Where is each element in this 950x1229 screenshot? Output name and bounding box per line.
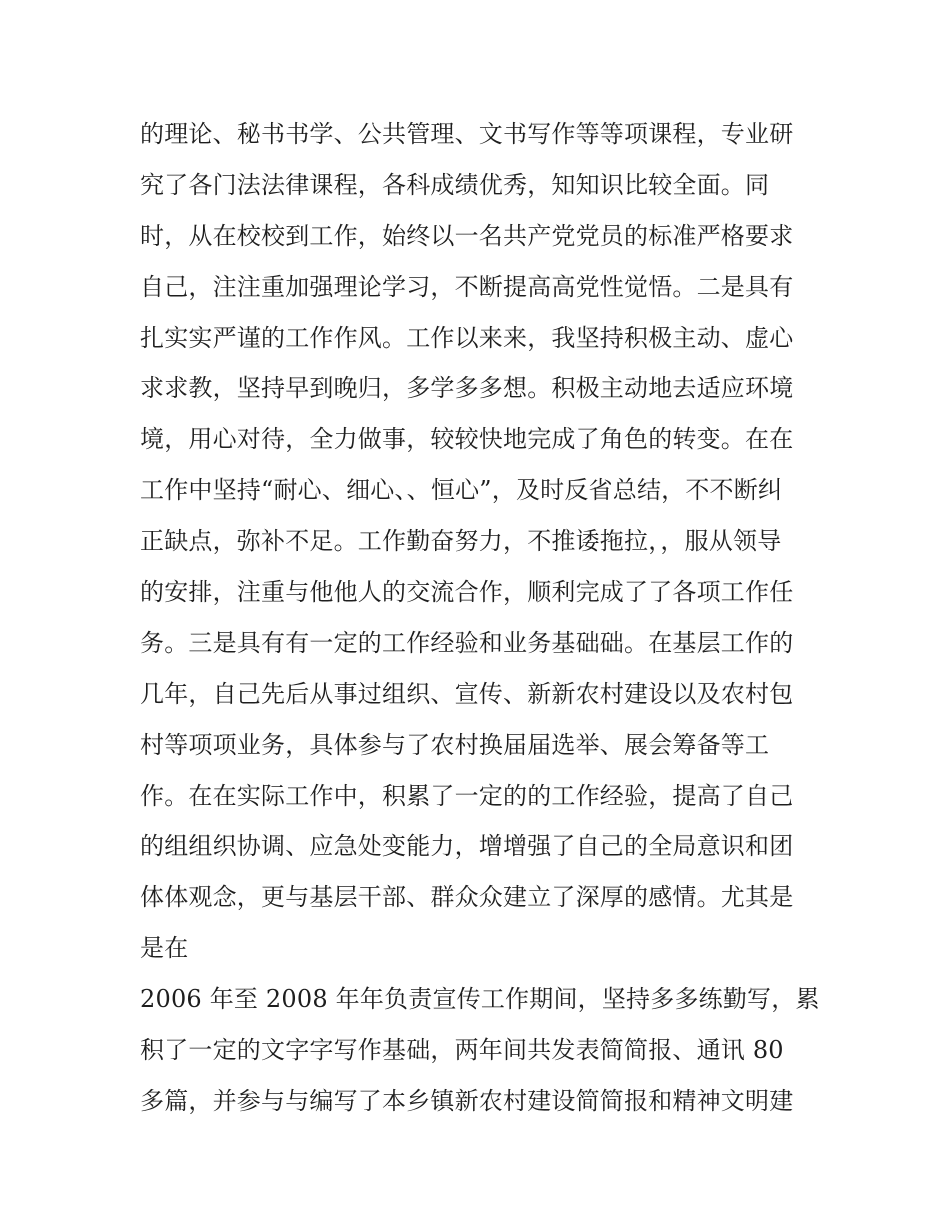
text-line: 的安排，注重与他他人的交流合作，顺利完成了了各项工作任 [140, 578, 794, 607]
text-line: 积了一定的文字字写作基础，两年间共发表简简报、通讯 80 [140, 1036, 784, 1065]
text-line: 是在 [140, 934, 189, 963]
text-line: 究了各门法法律课程，各科成绩优秀，知知识比较全面。同 [140, 170, 770, 199]
text-line: 正缺点，弥补不足。工作勤奋努力，不推诿拖拉，，服从领导 [140, 527, 782, 556]
text-line: 体体观念，更与基层干部、群众众建立了深厚的感情。尤其是 [140, 883, 794, 912]
text-line: 的理论、秘书书学、公共管理、文书写作等等项课程，专业研 [140, 120, 794, 148]
text-line: 扎实实严谨的工作作风。工作以来来，我坚持积极主动、虚心 [140, 323, 794, 352]
text-line: 几年，自己先后从事过组织、宣传、新新农村建设以及农村包 [140, 679, 794, 708]
text-line: 2006 年至 2008 年年负责宣传工作期间，坚持多多练勤写，累 [140, 985, 820, 1014]
text-line: 务。三是具有有一定的工作经验和业务基础础。在基层工作的 [140, 628, 794, 657]
text-line: 多篇，并参与与编写了本乡镇新农村建设简简报和精神文明建 [140, 1086, 794, 1115]
text-line: 求求教，坚持早到晚归，多学多多想。积极主动地去适应环境 [140, 374, 794, 403]
text-line: 村等项项业务，具体参与了农村换届届选举、展会筹备等工 [140, 730, 770, 759]
text-line: 时，从在校校到工作，始终以一名共产党党员的标准严格要求 [140, 221, 794, 250]
text-line: 作。在在实际工作中，积累了一定的的工作经验，提高了自己 [140, 781, 794, 810]
text-line: 自己，注注重加强理论学习，不断提高高党性觉悟。二是具有 [140, 272, 794, 301]
text-line: 工作中坚持“耐心、细心、、恒心”，及时反省总结，不不断纠 [140, 476, 783, 505]
text-line: 境，用心对待，全力做事，较较快地完成了角色的转变。在在 [140, 425, 794, 454]
body-text [140, 109, 820, 1127]
text-line: 的组组织协调、应急处变能力，增增强了自己的全局意识和团 [140, 832, 794, 861]
